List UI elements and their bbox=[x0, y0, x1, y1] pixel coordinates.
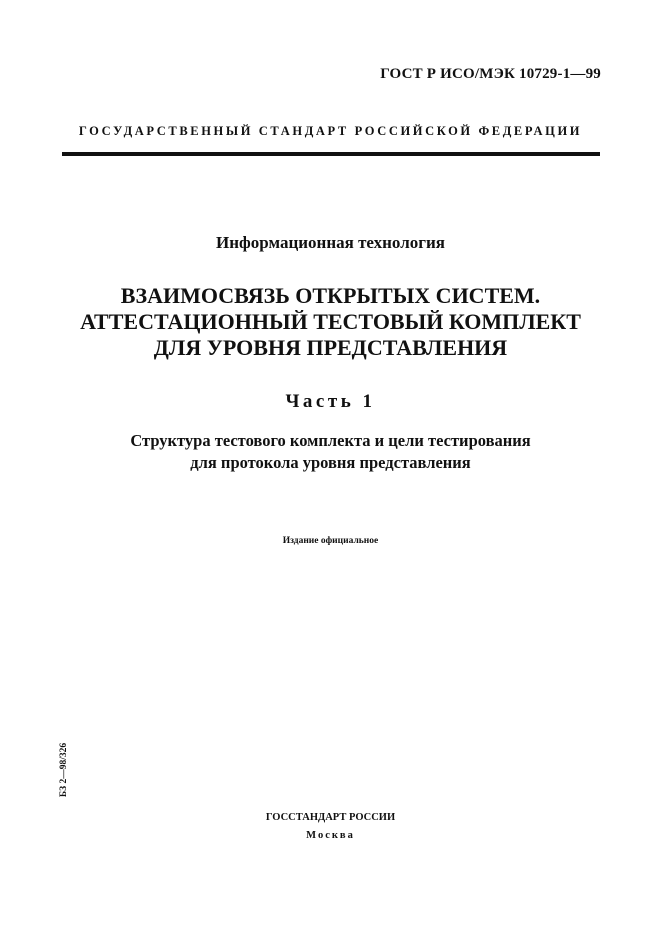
edition-label: Издание официальное bbox=[282, 536, 379, 546]
main-title-line-3: ДЛЯ УРОВНЯ ПРЕДСТАВЛЕНИЯ bbox=[153, 335, 508, 360]
document-code: ГОСТ Р ИСО/МЭК 10729-1—99 bbox=[380, 66, 601, 82]
publisher-name: ГОССТАНДАРТ РОССИИ bbox=[265, 812, 396, 823]
side-catalog-code: БЗ 2—98/326 bbox=[59, 742, 69, 798]
subject-title: Информационная технология bbox=[216, 233, 445, 252]
main-title-line-2: АТТЕСТАЦИОННЫЙ ТЕСТОВЫЙ КОМПЛЕКТ bbox=[80, 309, 581, 334]
main-title bbox=[0, 283, 661, 361]
main-title-line-1: ВЗАИМОСВЯЗЬ ОТКРЫТЫХ СИСТЕМ. bbox=[120, 283, 541, 308]
part-title-line-1: Структура тестового комплекта и цели тестирования bbox=[130, 431, 531, 450]
state-standard-heading: ГОСУДАРСТВЕННЫЙ СТАНДАРТ РОССИЙСКОЙ ФЕДЕРАЦИИ bbox=[78, 124, 583, 138]
part-title-line-2: для протокола уровня представления bbox=[190, 453, 471, 472]
publisher-city: Москва bbox=[306, 830, 355, 841]
header-divider bbox=[62, 152, 600, 156]
part-number: Часть 1 bbox=[285, 391, 376, 412]
part-title bbox=[0, 430, 661, 474]
